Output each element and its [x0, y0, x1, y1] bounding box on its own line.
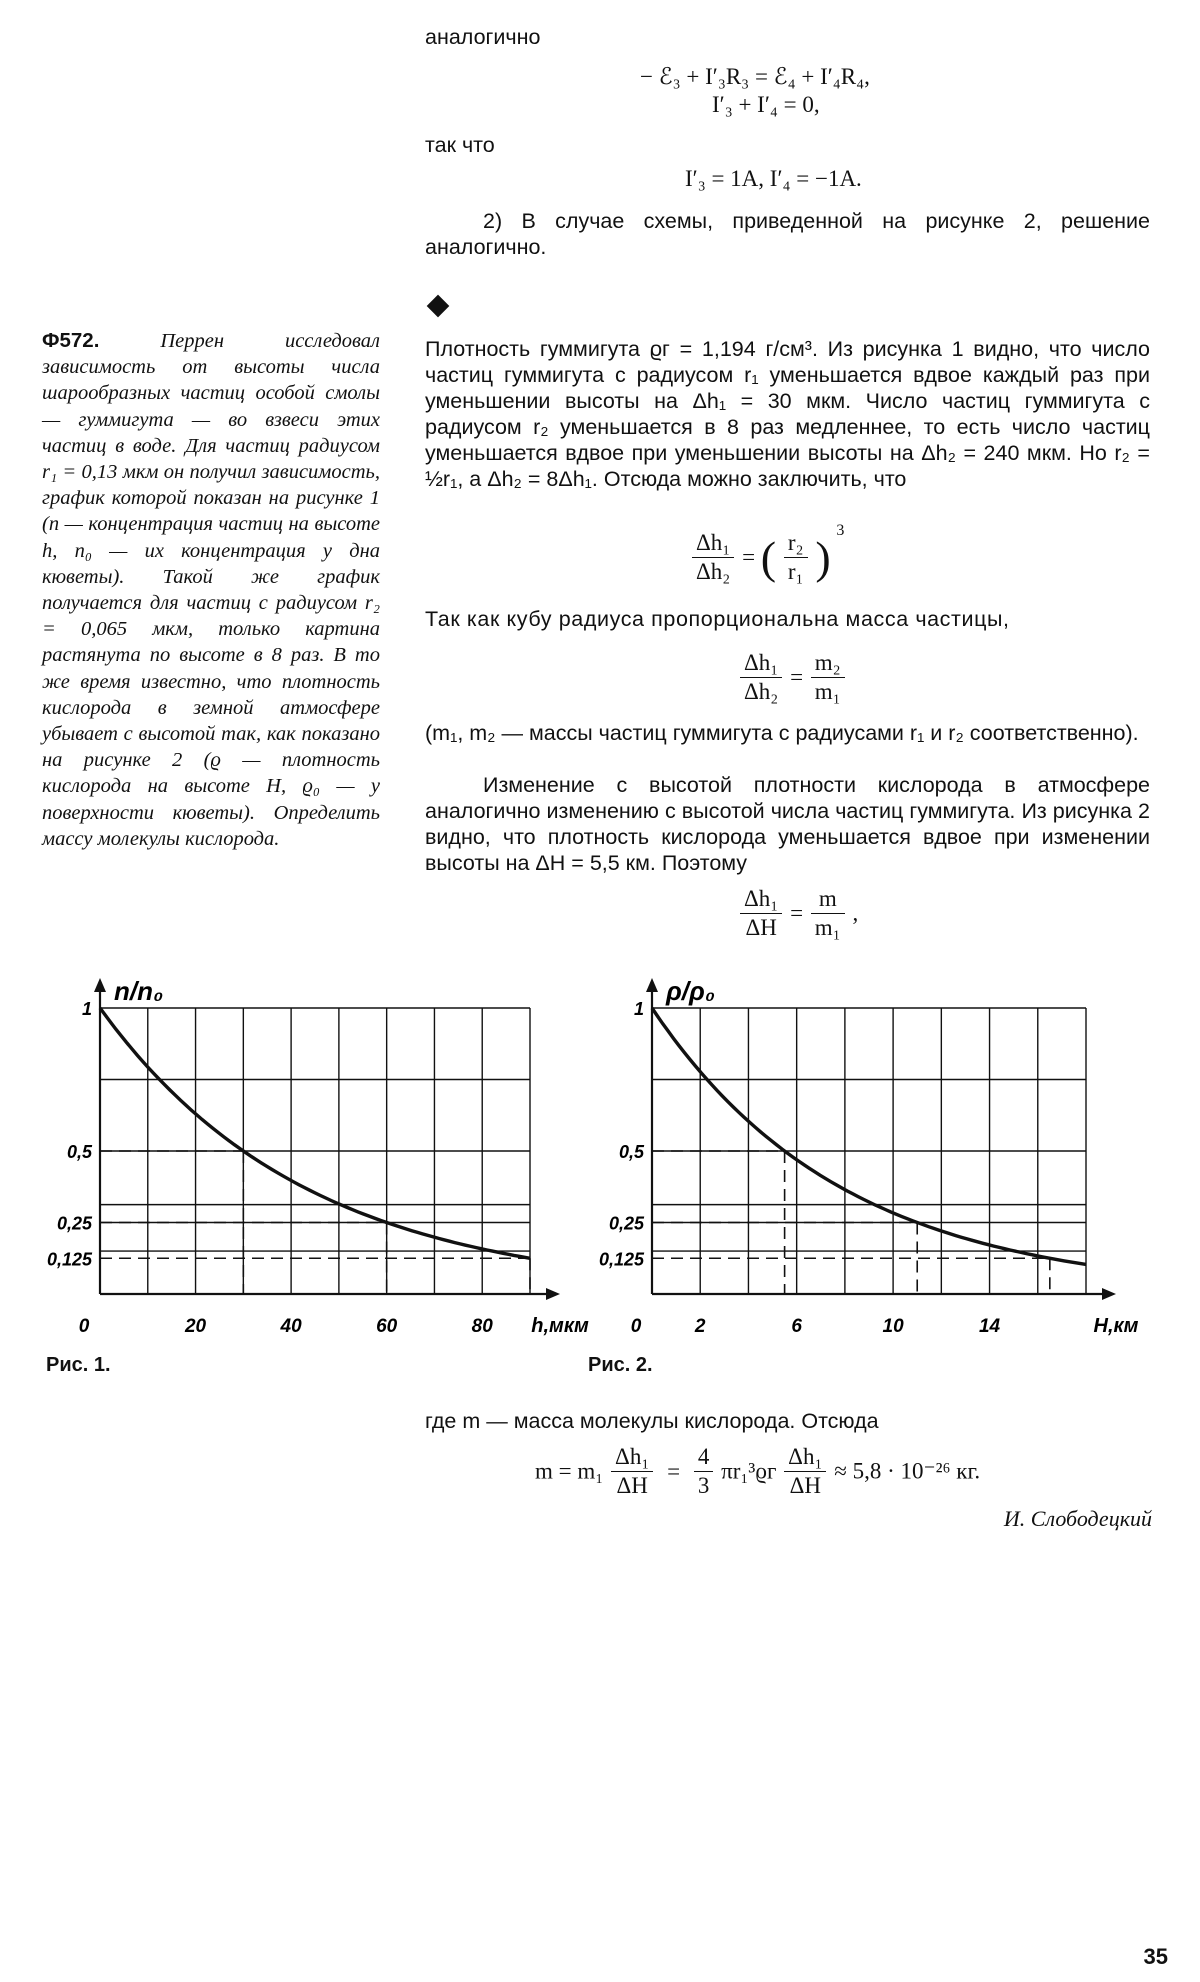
x-axis-label: H,км: [1093, 1315, 1139, 1337]
x-axis-label: h,мкм: [531, 1315, 589, 1337]
fraction-denominator: m₁: [814, 679, 841, 704]
fraction-denominator: ΔH: [789, 1473, 822, 1498]
fraction-m-m1: [811, 886, 845, 941]
problem-text: Перрен исследовал зависимость от высоты числа шарообразных частиц особой смолы — гуммигута — во взвеси этих частиц в воде. Для частиц радиусом r₁ = 0,13 мкм он получил зависимость, график которой показан на рисунке 1 (n — концентрация частиц на высоте h, n₀ — их концентрация у дна кюветы). Такой же график получается для частиц с радиусом r₂ = 0,065 мкм, только картина растянута по высоте в 8 раз. В то же время известно, что плотность кислорода в земной атмосфере убывает с высотой так, как показано на рисунке 2 (ϱ — плотность кислорода на высоте H, ϱ₀ — у поверхности кюветы). Определить массу молекулы кислорода.: [42, 330, 380, 850]
solution-paragraph-5: где m — масса молекулы кислорода. Отсюда: [425, 1409, 879, 1433]
so-that-text: так что: [425, 133, 495, 157]
x-axis-arrow: [1102, 1288, 1116, 1300]
fraction-4-3: [694, 1444, 714, 1499]
y-tick-label: 0,25: [56, 1213, 92, 1234]
equals-sign: =: [667, 1458, 681, 1484]
y-tick-label: 1: [633, 999, 644, 1019]
formula-height-mass-ratio: [738, 650, 847, 705]
formula-height-radius-ratio: [690, 522, 844, 585]
x-tick-label: 60: [376, 1316, 398, 1337]
paren-close: ): [815, 532, 831, 584]
paragraph-case-2: 2) В случае схемы, приведенной на рисунке 2, решение аналогично.: [425, 209, 1150, 259]
fraction-h1-h2: [740, 650, 782, 705]
formula-result: ≈ 5,8 · 10⁻²⁶ кг.: [834, 1458, 981, 1484]
fraction-denominator: ΔH: [745, 915, 777, 940]
figure-2-caption: Рис. 2.: [588, 1354, 653, 1376]
fraction-denominator: Δh₂: [696, 559, 731, 585]
fraction-numerator: Δh₁: [740, 886, 782, 914]
fraction-numerator: m₂: [811, 650, 845, 678]
x-tick-label: 6: [791, 1316, 802, 1337]
y-axis-arrow: [646, 978, 658, 992]
fraction-denominator: Δh₂: [744, 679, 779, 704]
y-tick-label: 0,5: [618, 1142, 644, 1162]
fraction-denominator: r₁: [787, 559, 804, 585]
formula-m-equals-m1: m = m₁: [535, 1458, 604, 1484]
formula-oxygen-mass-ratio: [738, 886, 858, 941]
equation-kirchhoff-2: I′₃ + I′₄ = 0,: [712, 92, 820, 117]
fraction-denominator: m₁: [814, 915, 841, 940]
fraction-numerator: r₂: [784, 530, 808, 558]
x-tick-label: 2: [694, 1316, 706, 1337]
fraction-h1-H-2: [784, 1444, 826, 1499]
data-curve: [100, 1008, 530, 1258]
equation-currents: I′₃ = 1A, I′₄ = −1A.: [685, 166, 862, 191]
y-tick-label: 0,125: [46, 1249, 92, 1270]
fraction-h1-H: [611, 1444, 653, 1499]
author-signature: И. Слободецкий: [1003, 1506, 1152, 1531]
x-tick-label: 0: [630, 1316, 642, 1337]
x-tick-label: 20: [184, 1316, 207, 1337]
y-axis-label: ρ/ρ₀: [666, 976, 715, 1006]
solution-marker-diamond-icon: [427, 295, 450, 318]
comma: ,: [852, 900, 859, 926]
solution-paragraph-2: Так как кубу радиуса пропорциональна масса частицы,: [425, 607, 1010, 631]
y-tick-label: 0,125: [598, 1249, 644, 1270]
solution-paragraph-3: (m₁, m₂ — массы частиц гуммигута с радиусами r₁ и r₂ соответственно).: [425, 721, 1139, 745]
formula-oxygen-molecule-mass: [535, 1444, 980, 1499]
equation-kirchhoff-1: − ℰ₃ + I′₃R₃ = ℰ₄ + I′₄R₄,: [640, 64, 870, 89]
y-axis-label: n/n₀: [114, 976, 164, 1006]
solution-paragraph-1: Плотность гуммигута ϱг = 1,194 г/см³. Из рисунка 1 видно, что число частиц гуммигута с радиусом r₁ уменьшается вдвое каждый раз при уменьшении высоты на Δh₁ = 30 мкм. Число частиц гуммигута с радиусом r₂ уменьшается в 8 раз медленнее, то есть число частиц уменьшается вдвое при уменьшении высоты на Δh₂ = 240 мкм. Но r₂ = ½r₁, а Δh₂ = 8Δh₁. Отсюда можно заключить, что: [425, 337, 1150, 491]
exponent-3: 3: [836, 522, 845, 539]
fraction-numerator: Δh₁: [692, 530, 734, 558]
equals-sign: =: [790, 664, 804, 690]
fraction-denominator: 3: [697, 1473, 710, 1498]
figure-1-caption: Рис. 1.: [46, 1354, 111, 1376]
x-tick-label: 0: [78, 1316, 90, 1337]
fraction-m2-m1: [811, 650, 845, 705]
fraction-numerator: m: [811, 886, 845, 914]
page-number: 35: [1143, 1944, 1168, 1969]
figure-1-chart: [46, 968, 589, 1337]
fraction-r2-r1: [784, 530, 808, 585]
y-tick-label: 0,5: [66, 1142, 92, 1162]
solution-paragraph-4: Изменение с высотой плотности кислорода в атмосфере аналогично изменению с высотой числа частиц гуммигута. Из рисунка 2 видно, что плотность кислорода уменьшается вдвое при изменении высоты на ΔH = 5,5 км. Поэтому: [425, 773, 1150, 875]
data-curve: [652, 1008, 1086, 1264]
fraction-denominator: ΔH: [616, 1473, 648, 1498]
fraction-numerator: Δh₁: [611, 1444, 653, 1472]
y-axis-arrow: [94, 978, 106, 992]
problem-statement: [42, 328, 380, 852]
analog-word: аналогично: [425, 25, 541, 49]
x-tick-label: 40: [280, 1316, 302, 1337]
x-tick-label: 14: [978, 1316, 1001, 1337]
x-axis-arrow: [546, 1288, 560, 1300]
equals-sign: =: [790, 900, 804, 926]
y-tick-label: 1: [81, 999, 92, 1019]
paren-open: (: [760, 532, 777, 584]
fraction-numerator: Δh₁: [784, 1444, 826, 1472]
problem-label: Ф572.: [42, 329, 100, 352]
figure-2-chart: [570, 968, 1139, 1337]
fraction-numerator: 4: [694, 1444, 714, 1472]
x-tick-label: 80: [471, 1316, 493, 1337]
fraction-h1-H: [740, 886, 782, 941]
x-tick-label: 10: [882, 1316, 904, 1337]
formula-pi-r-rho: πr₁³ϱг: [721, 1458, 777, 1484]
fraction-numerator: Δh₁: [740, 650, 782, 678]
y-tick-label: 0,25: [608, 1213, 644, 1234]
equals-sign: =: [742, 544, 756, 570]
fraction-h1-h2: [692, 530, 734, 585]
